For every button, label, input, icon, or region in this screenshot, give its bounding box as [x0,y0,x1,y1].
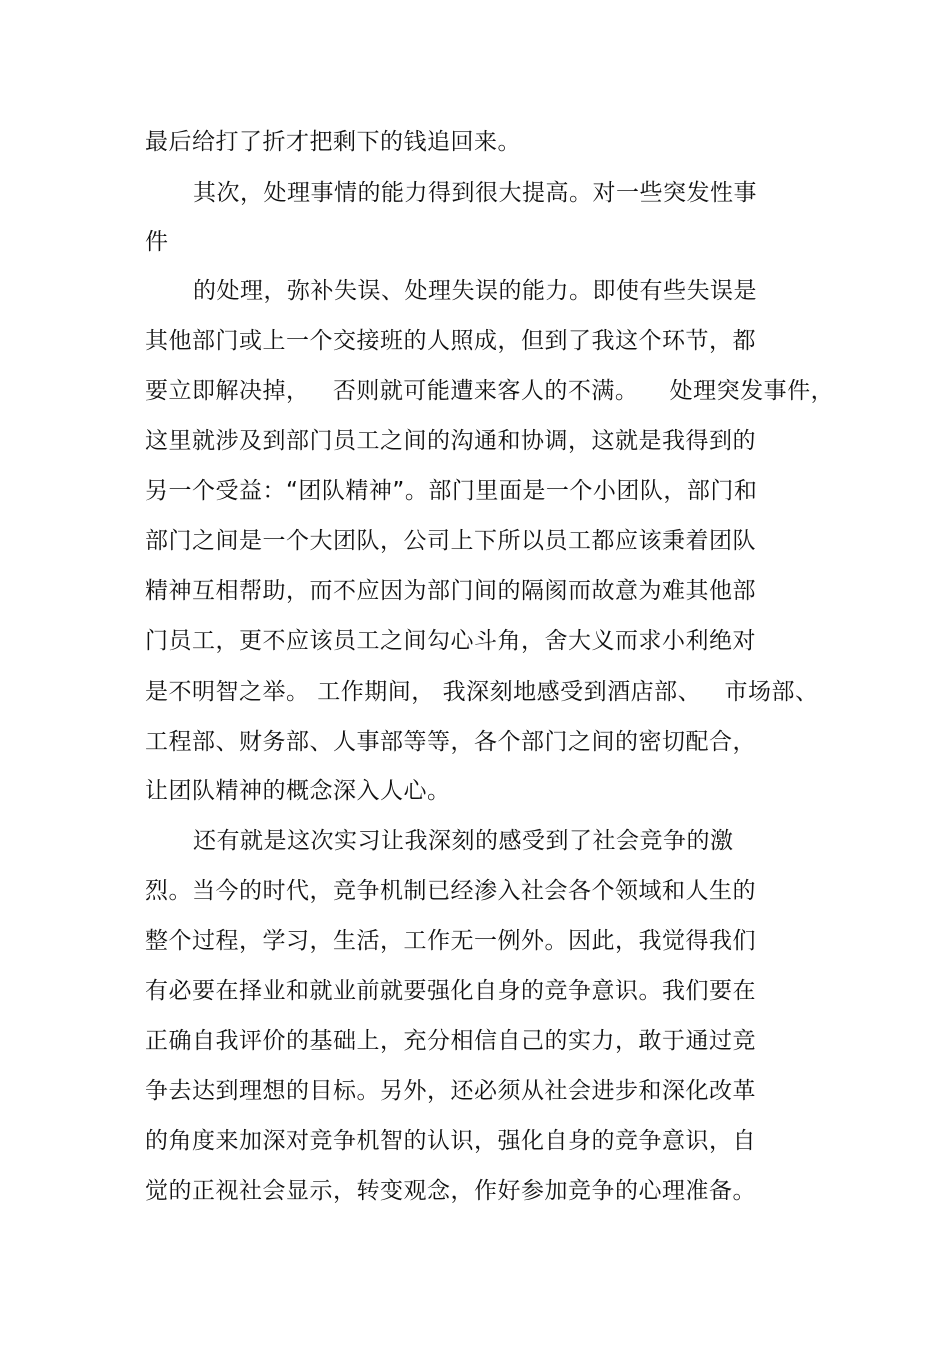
text-line-8: 另一个受益：“团队精神”。部门里面是一个小团队，部门和 [145,478,758,504]
text-line-4: 的处理，弥补失误、处理失误的能力。即使有些失误是 [193,278,757,304]
text-line-17: 整个过程，学习，生活，工作无一例外。因此，我觉得我们 [145,928,756,954]
text-line-5: 其他部门或上一个交接班的人照成，但到了我这个环节，都 [145,328,756,354]
text-line-10: 精神互相帮助，而不应因为部门间的隔阂而故意为难其他部 [145,578,756,604]
text-line-14: 让团队精神的概念深入人心。 [145,778,451,804]
text-line-15: 还有就是这次实习让我深刻的感受到了社会竞争的激 [193,828,734,854]
text-line-22: 觉的正视社会显示，转变观念，作好参加竞争的心理准备。 [145,1178,756,1204]
text-line-19: 正确自我评价的基础上，充分相信自己的实力，敢于通过竞 [145,1028,756,1054]
text-line-18: 有必要在择业和就业前就要强化自身的竞争意识。我们要在 [145,978,756,1004]
text-line-3: 件 [145,229,169,255]
text-line-12: 是不明智之举。 工作期间， 我深刻地感受到酒店部、 市场部、 [145,679,819,705]
text-line-7: 这里就涉及到部门员工之间的沟通和协调，这就是我得到的 [145,428,756,454]
text-line-16: 烈。当今的时代，竞争机制已经渗入社会各个领域和人生的 [145,878,756,904]
text-line-20: 争去达到理想的目标。另外，还必须从社会进步和深化改革 [145,1078,756,1104]
text-line-21: 的角度来加深对竞争机智的认识，强化自身的竞争意识，自 [145,1128,756,1154]
text-line-9: 部门之间是一个大团队，公司上下所以员工都应该秉着团队 [145,528,756,554]
text-line-11: 门员工，更不应该员工之间勾心斗角，舍大义而求小利绝对 [145,628,756,654]
text-line-1: 最后给打了折才把剩下的钱追回来。 [145,129,521,155]
text-line-2: 其次，处理事情的能力得到很大提高。对一些突发性事 [193,180,757,206]
text-line-13: 工程部、财务部、人事部等等，各个部门之间的密切配合， [145,729,756,755]
text-line-6: 要立即解决掉， 否则就可能遭来客人的不满。 处理突发事件， [145,378,835,404]
